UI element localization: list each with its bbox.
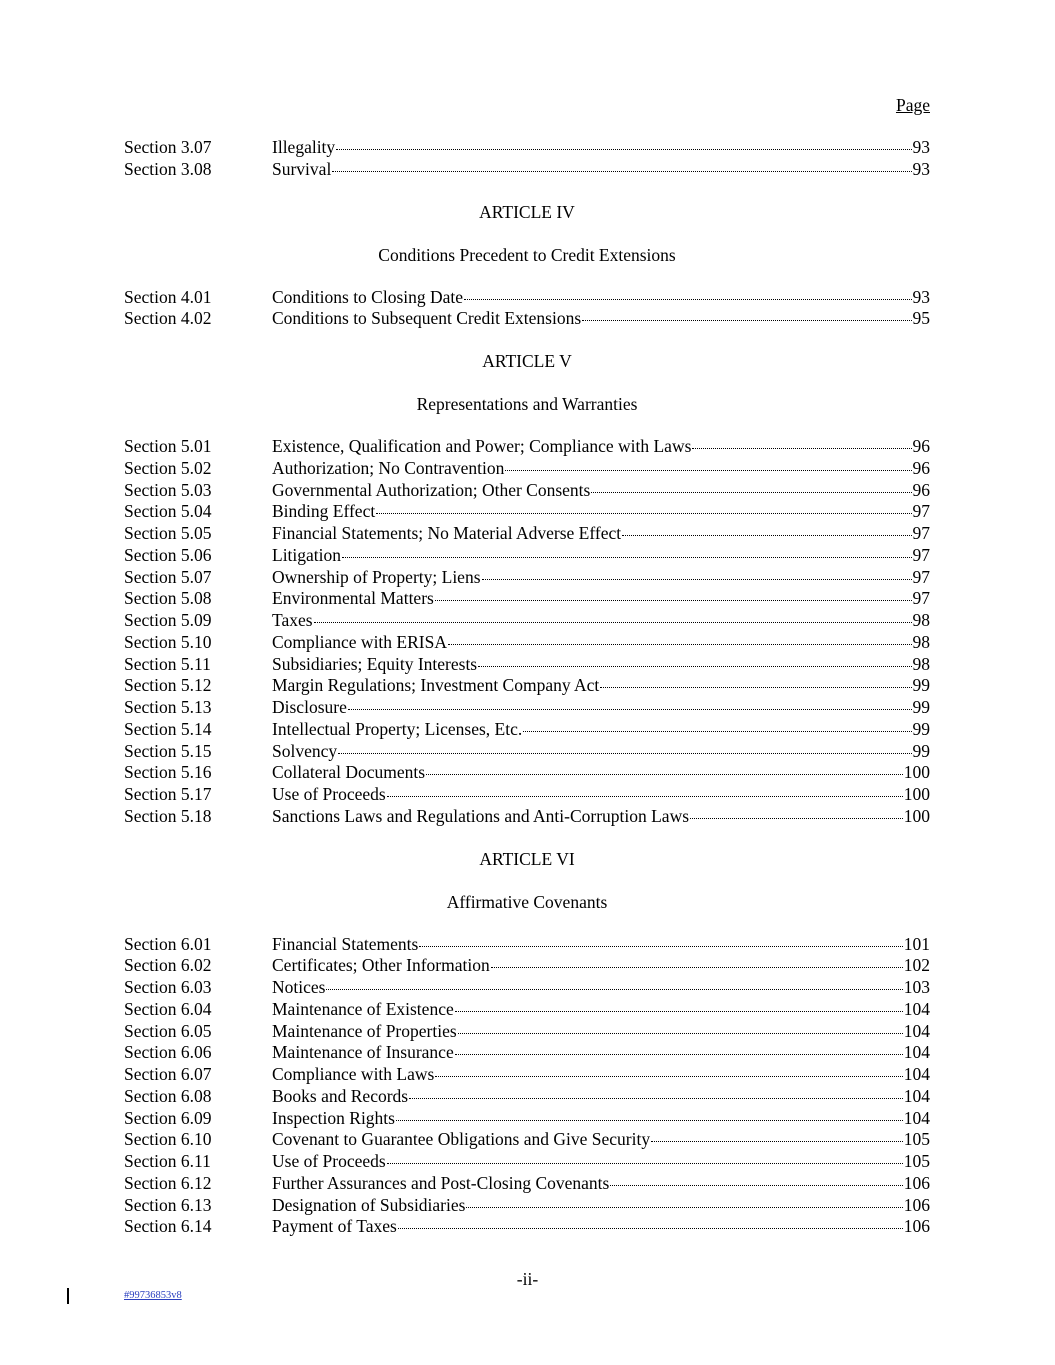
page-ref: 99 [912,740,930,761]
dot-leader [690,818,903,819]
section-title: Governmental Authorization; Other Consents [272,479,591,500]
page-ref: 105 [903,1129,930,1150]
page-ref: 106 [903,1216,930,1237]
section-title: Survival [272,158,332,179]
page-ref: 97 [912,588,930,609]
dot-leader [455,1054,903,1055]
toc-entry[interactable] [124,159,930,181]
toc-entry[interactable] [124,934,930,956]
section-number: Section 6.09 [124,1107,212,1128]
spacer [124,266,930,287]
section-title: Payment of Taxes [272,1216,397,1237]
page-ref: 106 [903,1172,930,1193]
dot-leader [458,1033,903,1034]
section-title: Books and Records [272,1085,409,1106]
spacer [124,415,930,436]
toc-entry[interactable] [124,1042,930,1064]
section-title: Binding Effect [272,501,376,522]
section-title: Inspection Rights [272,1107,395,1128]
toc-entry[interactable] [124,1108,930,1130]
article-subtitle: Affirmative Covenants [446,891,608,912]
section-title: Ownership of Property; Liens [272,566,481,587]
section-number: Section 6.13 [124,1194,212,1215]
section-number: Section 6.12 [124,1172,212,1193]
dot-leader [419,946,902,947]
page-ref: 100 [903,784,930,804]
dot-leader [338,753,911,754]
dot-leader [348,709,912,710]
dot-leader [610,1185,902,1186]
toc-entry[interactable] [124,308,930,330]
section-title: Intellectual Property; Licenses, Etc. [272,718,523,739]
dot-leader [482,579,912,580]
dot-leader [336,149,911,150]
dot-leader [398,1228,903,1229]
dot-leader [314,622,912,623]
section-title: Taxes [272,610,313,630]
section-title: Maintenance of Insurance [272,1042,454,1063]
dot-leader [582,320,911,321]
section-number: Section 5.13 [124,697,212,717]
article-heading: ARTICLE VI [479,848,575,869]
section-number: Section 4.01 [124,286,212,307]
page-ref: 93 [912,158,930,179]
page-ref: 98 [912,610,930,630]
table-of-contents [124,137,930,1238]
page-ref: 104 [903,1042,930,1063]
page-ref: 96 [912,436,930,456]
page-ref: 97 [912,544,930,565]
section-title: Use of Proceeds [272,784,386,804]
spacer [124,181,930,201]
section-title: Collateral Documents [272,762,426,783]
dot-leader [426,774,903,775]
section-title: Financial Statements [272,933,419,954]
spacer [124,372,930,393]
page-ref: 97 [912,501,930,522]
toc-entry[interactable] [124,287,930,309]
toc-entry[interactable] [124,806,930,828]
dot-leader [387,796,903,797]
article-subtitle: Representations and Warranties [416,394,638,414]
section-number: Section 5.18 [124,805,212,826]
page-ref: 93 [912,286,930,307]
article-subtitle: Conditions Precedent to Credit Extensions [378,244,676,265]
section-title: Covenant to Guarantee Obligations and Give Security [272,1129,651,1150]
dot-leader [342,557,911,558]
toc-entry[interactable] [124,588,930,610]
toc-entry[interactable] [124,480,930,502]
section-title: Compliance with ERISA [272,631,447,652]
section-number: Section 5.15 [124,740,212,761]
dot-leader [622,535,911,536]
toc-entry[interactable] [124,523,930,545]
article-heading: ARTICLE V [482,351,572,371]
section-number: Section 6.11 [124,1151,211,1171]
page-ref: 98 [912,653,930,674]
page-ref: 104 [903,1085,930,1106]
section-number: Section 4.02 [124,308,212,329]
dot-leader [651,1141,903,1142]
section-number: Section 3.07 [124,137,212,157]
section-number: Section 5.06 [124,544,212,565]
page-column-label: Page [895,95,930,115]
section-number: Section 5.02 [124,457,212,478]
section-number: Section 5.05 [124,523,212,543]
toc-entry[interactable] [124,1064,930,1086]
toc-entry[interactable] [124,1173,930,1195]
section-number: Section 6.01 [124,933,212,954]
toc-entry[interactable] [124,137,930,159]
page-ref: 98 [912,631,930,652]
page-ref: 93 [912,137,930,157]
page-ref: 101 [903,933,930,954]
section-title: Disclosure [272,697,347,717]
section-number: Section 5.14 [124,718,212,739]
page-ref: 99 [912,675,930,696]
toc-entry[interactable] [124,675,930,697]
dot-leader [466,1207,902,1208]
section-number: Section 6.03 [124,977,212,997]
toc-entry[interactable] [124,567,930,589]
dot-leader [376,513,911,514]
page-ref: 95 [912,308,930,329]
toc-entry[interactable] [124,977,930,999]
dot-leader [326,989,902,990]
page-number: -ii- [516,1269,539,1289]
page-ref: 99 [912,697,930,717]
section-title: Notices [272,977,326,997]
section-number: Section 5.08 [124,588,212,609]
spacer [124,870,930,891]
dot-leader [332,171,911,172]
dot-leader [448,644,912,645]
section-number: Section 6.02 [124,955,212,976]
toc-entry[interactable] [124,762,930,784]
section-title: Solvency [272,740,338,761]
toc-entry[interactable] [124,632,930,654]
dot-leader [600,687,911,688]
section-number: Section 5.09 [124,610,212,630]
section-title: Further Assurances and Post-Closing Covenants [272,1172,610,1193]
section-title: Existence, Qualification and Power; Compliance with Laws [272,436,692,456]
toc-entry[interactable] [124,1195,930,1217]
page-ref: 97 [912,523,930,543]
dot-leader [435,1076,902,1077]
toc-entry[interactable] [124,697,930,719]
section-title: Margin Regulations; Investment Company Act [272,675,600,696]
page-ref: 100 [903,805,930,826]
section-number: Section 5.11 [124,653,211,674]
section-number: Section 5.17 [124,784,212,804]
dot-leader [387,1163,903,1164]
document-id-link[interactable]: #99736853v8 [124,1290,182,1301]
toc-entry[interactable] [124,501,930,523]
section-number: Section 5.04 [124,501,212,522]
spacer [124,828,930,848]
dot-leader [478,666,911,667]
section-title: Compliance with Laws [272,1064,435,1084]
page-ref: 97 [912,566,930,587]
dot-leader [455,1011,903,1012]
page-ref: 96 [912,479,930,500]
toc-entry[interactable] [124,545,930,567]
section-title: Illegality [272,137,336,157]
section-title: Maintenance of Existence [272,998,454,1019]
section-number: Section 6.07 [124,1064,212,1084]
toc-entry[interactable] [124,1151,930,1173]
toc-entry[interactable] [124,1129,930,1151]
section-number: Section 6.14 [124,1216,212,1237]
page-ref: 104 [903,1020,930,1041]
toc-entry[interactable] [124,1021,930,1043]
section-title: Certificates; Other Information [272,955,490,976]
section-title: Maintenance of Properties [272,1020,457,1041]
section-title: Designation of Subsidiaries [272,1194,466,1215]
page-ref: 104 [903,1107,930,1128]
toc-entry[interactable] [124,955,930,977]
dot-leader [464,299,911,300]
dot-leader [409,1098,903,1099]
toc-entry[interactable] [124,719,930,741]
section-title: Use of Proceeds [272,1151,386,1171]
section-number: Section 6.10 [124,1129,212,1150]
dot-leader [591,492,911,493]
section-title: Financial Statements; No Material Adverse Effect [272,523,622,543]
spacer [124,913,930,934]
revision-bar [67,1288,69,1304]
toc-block [124,137,930,181]
toc-entry[interactable] [124,741,930,763]
dot-leader [435,600,912,601]
page-ref: 102 [903,955,930,976]
toc-entry[interactable] [124,1216,930,1238]
section-number: Section 3.08 [124,158,212,179]
page-ref: 104 [903,998,930,1019]
page-ref: 105 [903,1151,930,1171]
toc-entry[interactable] [124,999,930,1021]
section-number: Section 6.08 [124,1085,212,1106]
section-number: Section 6.05 [124,1020,212,1041]
section-number: Section 5.03 [124,479,212,500]
toc-entry[interactable] [124,436,930,458]
section-number: Section 5.16 [124,762,212,783]
toc-entry[interactable] [124,610,930,632]
dot-leader [523,731,911,732]
dot-leader [396,1120,903,1121]
section-title: Litigation [272,544,342,565]
page-ref: 103 [903,977,930,997]
section-number: Section 5.01 [124,436,212,456]
toc-block [124,181,930,331]
section-number: Section 6.06 [124,1042,212,1063]
dot-leader [692,448,911,449]
page-ref: 99 [912,718,930,739]
toc-entry[interactable] [124,458,930,480]
section-title: Conditions to Closing Date [272,286,464,307]
section-title: Subsidiaries; Equity Interests [272,653,478,674]
spacer [124,223,930,244]
section-title: Sanctions Laws and Regulations and Anti-Corruption Laws [272,805,690,826]
toc-entry[interactable] [124,654,930,676]
page-ref: 106 [903,1194,930,1215]
toc-block [124,330,930,828]
section-number: Section 5.10 [124,631,212,652]
section-title: Environmental Matters [272,588,434,609]
section-number: Section 6.04 [124,998,212,1019]
article-heading: ARTICLE IV [479,201,575,222]
spacer [124,330,930,350]
section-title: Authorization; No Contravention [272,457,505,478]
toc-entry[interactable] [124,784,930,806]
page-ref: 104 [903,1064,930,1084]
section-title: Conditions to Subsequent Credit Extensions [272,308,582,329]
section-number: Section 5.12 [124,675,212,696]
section-number: Section 5.07 [124,566,212,587]
toc-block [124,828,930,1239]
toc-entry[interactable] [124,1086,930,1108]
dot-leader [491,967,903,968]
dot-leader [505,470,911,471]
page-ref: 100 [903,762,930,783]
page-ref: 96 [912,457,930,478]
